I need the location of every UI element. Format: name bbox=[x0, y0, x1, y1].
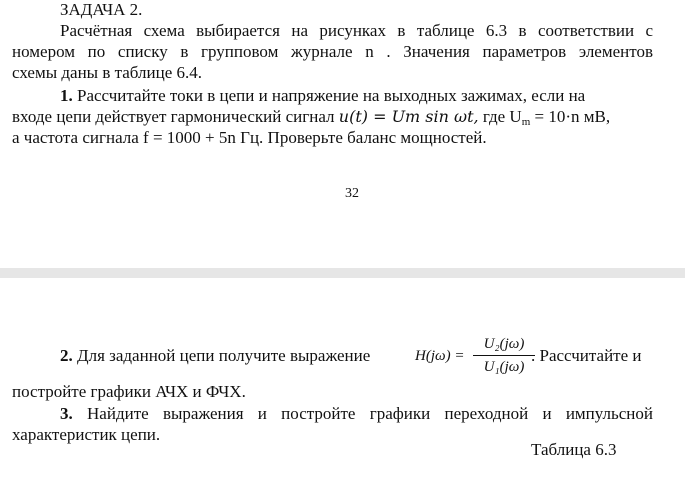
item-2-text: Для заданной цепи получите выражение bbox=[77, 346, 371, 365]
item-2-line-1 bbox=[60, 346, 370, 366]
item-1-line-3: а частота сигнала f = 1000 + 5n Гц. Проверьте баланс мощностей. bbox=[12, 128, 487, 147]
item-3-line-1 bbox=[60, 404, 653, 424]
intro-line-1: Расчётная схема выбирается на рисунках в таблице 6.3 в соответствии с bbox=[60, 21, 653, 40]
item-3-line-2: характеристик цепи. bbox=[12, 425, 161, 444]
item-1-text: Рассчитайте токи в цепи и напряжение на выходных зажимах, если на bbox=[77, 86, 586, 105]
item-1-text-2a: входе цепи действует гармонический сигнал bbox=[12, 107, 335, 126]
intro-line-3: схемы даны в таблице 6.4. bbox=[12, 63, 202, 82]
formula-fraction bbox=[473, 335, 535, 377]
item-2-after-formula: . Рассчитайте и bbox=[531, 346, 642, 365]
intro-line-2: номером по списку в групповом журнале n . Значения параметров элементов bbox=[12, 42, 653, 61]
formula-lhs: H(jω) = bbox=[415, 348, 465, 364]
task-heading: ЗАДАЧА 2. bbox=[60, 0, 143, 19]
item-1-number: 1. bbox=[60, 86, 73, 105]
table-caption: Таблица 6.3 bbox=[531, 440, 617, 459]
page-number: 32 bbox=[345, 186, 359, 201]
item-1-text-2c: = 10·n мВ, bbox=[534, 107, 611, 126]
item-3-number: 3. bbox=[60, 404, 73, 423]
formula-denominator: U₁(jω) bbox=[483, 359, 525, 375]
page-separator bbox=[0, 268, 685, 278]
item-2-line-2: постройте графики АЧХ и ФЧХ. bbox=[12, 382, 246, 401]
formula-numerator: U₂(jω) bbox=[483, 336, 525, 352]
item-1-line-1 bbox=[60, 86, 585, 106]
item-3-text: Найдите выражения и постройте графики переходной и импульсной bbox=[87, 404, 654, 423]
item-1-text-2b: где U bbox=[482, 107, 522, 126]
um-subscript: m bbox=[521, 116, 531, 128]
signal-formula: u(t) = Um sin ωt, bbox=[338, 107, 479, 126]
fraction-bar bbox=[473, 355, 535, 356]
item-2-number: 2. bbox=[60, 346, 73, 365]
